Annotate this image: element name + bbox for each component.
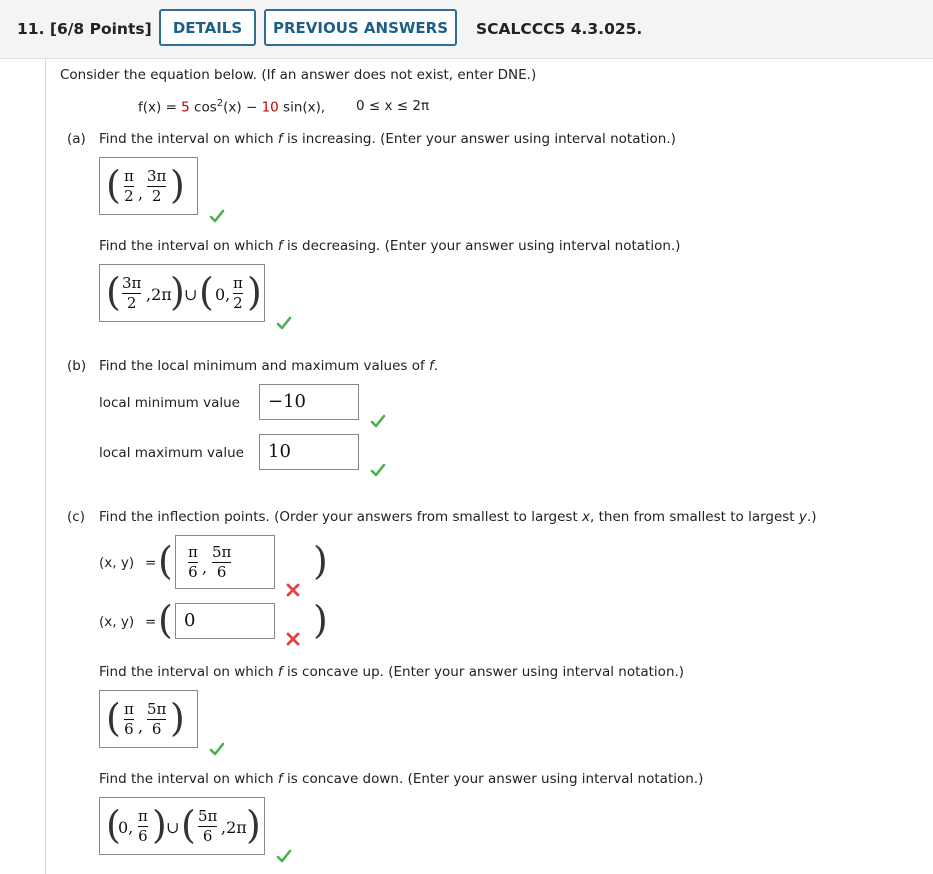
details-button[interactable]: DETAILS	[159, 9, 256, 46]
fraction: 5π 6	[198, 807, 218, 845]
concave-up-answer-box[interactable]	[99, 690, 198, 748]
inflection-point-2-input[interactable]	[175, 603, 275, 639]
fraction: 5π 6	[147, 700, 167, 738]
question-header	[0, 0, 933, 59]
fraction: π 6	[188, 543, 198, 581]
incorrect-cross-icon	[285, 582, 301, 598]
decreasing-prompt: Find the interval on which f is decreasing. (Enter your answer using interval notation.)	[99, 238, 681, 254]
question-reference: SCALCCC5 4.3.025.	[476, 20, 643, 38]
correct-check-icon	[276, 848, 292, 864]
increasing-prompt: Find the interval on which f is increasing. (Enter your answer using interval notation.)	[99, 131, 676, 147]
correct-check-icon	[370, 462, 386, 478]
part-c-label: (c)	[67, 509, 85, 525]
fraction: 3π 2	[122, 274, 142, 312]
correct-check-icon	[370, 413, 386, 429]
local-min-input[interactable]	[259, 384, 359, 420]
union-symbol: ∪	[184, 285, 198, 304]
left-paren: (	[158, 539, 173, 583]
equals-sign: =	[145, 555, 157, 571]
right-paren: )	[246, 803, 261, 847]
local-max-value: 10	[268, 441, 291, 462]
right-paren: )	[170, 270, 185, 314]
local-min-value: −10	[268, 391, 306, 412]
interval-start: 0,	[118, 818, 134, 837]
left-divider	[45, 58, 46, 874]
question-number: 11. [6/8 Points]	[17, 20, 152, 38]
inflection-point-1-input[interactable]	[175, 535, 275, 589]
left-paren: (	[199, 270, 214, 314]
left-paren: (	[106, 803, 121, 847]
interval-end: ,2π	[146, 285, 172, 304]
concave-down-answer-box[interactable]	[99, 797, 265, 855]
fraction: π 2	[124, 167, 134, 205]
xy-label: (x, y)	[99, 614, 135, 630]
concave-down-prompt: Find the interval on which f is concave down. (Enter your answer using interval notation.)	[99, 771, 704, 787]
concave-up-prompt: Find the interval on which f is concave up. (Enter your answer using interval notation.)	[99, 664, 685, 680]
part-b-label: (b)	[67, 358, 87, 374]
equals-sign: =	[145, 614, 157, 630]
incorrect-cross-icon	[285, 631, 301, 647]
decreasing-answer-box[interactable]	[99, 264, 265, 322]
intro-text: Consider the equation below. (If an answer does not exist, enter DNE.)	[60, 67, 537, 83]
right-paren: )	[313, 598, 328, 642]
correct-check-icon	[209, 208, 225, 224]
left-paren: (	[181, 803, 196, 847]
extrema-prompt: Find the local minimum and maximum values of f.	[99, 358, 439, 374]
comma: ,	[138, 184, 144, 203]
fraction: π 6	[138, 807, 148, 845]
fraction: 5π 6	[212, 543, 232, 581]
local-min-label: local minimum value	[99, 395, 240, 411]
comma: ,	[202, 558, 208, 577]
left-paren: (	[106, 270, 121, 314]
right-paren: )	[170, 696, 185, 740]
inflection-prompt: Find the inflection points. (Order your answers from smallest to largest x, then from smallest to largest y.)	[99, 509, 817, 525]
interval-start: 0,	[215, 285, 231, 304]
previous-answers-button[interactable]: PREVIOUS ANSWERS	[264, 9, 457, 46]
equation: f(x) = 5 $\cos^2(x) - 10$ sin(x),	[138, 98, 326, 116]
local-max-label: local maximum value	[99, 445, 244, 461]
left-paren: (	[106, 696, 121, 740]
fraction: π 6	[124, 700, 134, 738]
xy-label: (x, y)	[99, 555, 135, 571]
comma: ,	[138, 717, 144, 736]
right-paren: )	[170, 163, 185, 207]
local-max-input[interactable]	[259, 434, 359, 470]
right-paren: )	[247, 270, 262, 314]
right-paren: )	[313, 539, 328, 583]
correct-check-icon	[209, 741, 225, 757]
interval-end: ,2π	[221, 818, 247, 837]
correct-check-icon	[276, 315, 292, 331]
fraction: 3π 2	[147, 167, 167, 205]
left-paren: (	[158, 598, 173, 642]
union-symbol: ∪	[166, 818, 180, 837]
increasing-answer-box[interactable]	[99, 157, 198, 215]
fraction: π 2	[233, 274, 243, 312]
equation-domain: 0 ≤ x ≤ 2π	[356, 98, 430, 114]
left-paren: (	[106, 163, 121, 207]
part-a-label: (a)	[67, 131, 86, 147]
inflection-point-2-value: 0	[184, 610, 196, 631]
right-paren: )	[152, 803, 167, 847]
